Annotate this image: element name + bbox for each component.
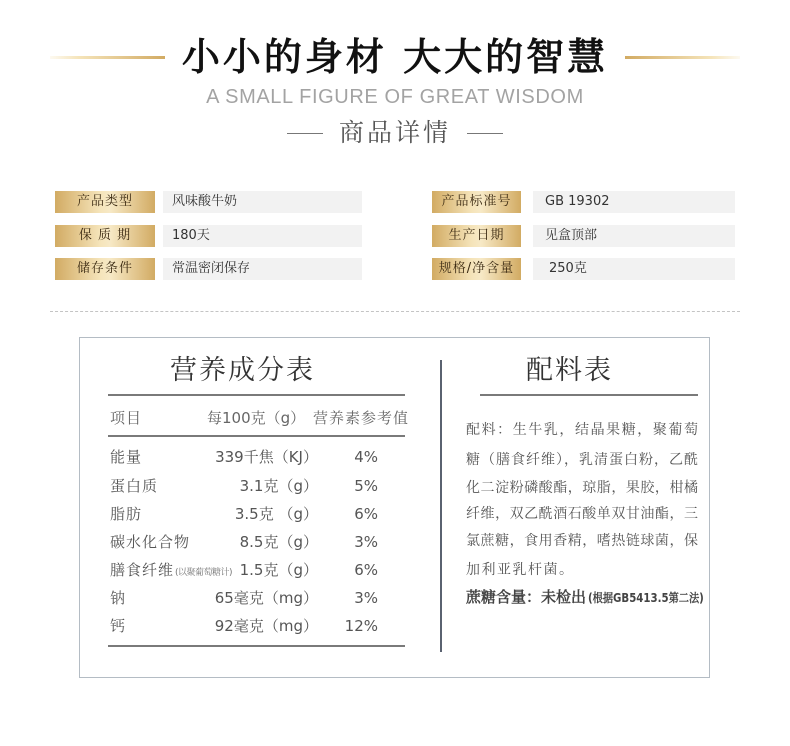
- section-title-line-right: [467, 133, 503, 134]
- row-per100g: 92毫克（mg）: [214, 617, 318, 635]
- row-nrv: 6%: [354, 561, 378, 579]
- ingredients-line: 氯蔗糖，食用香精，嗜热链球菌，保: [466, 533, 698, 549]
- table-row: [108, 556, 410, 584]
- table-row: [108, 528, 410, 556]
- row-nrv: 5%: [354, 477, 378, 495]
- row-item: 膳食纤维: [110, 561, 175, 579]
- row-nrv: 12%: [344, 617, 378, 635]
- ingredients-line: 加利亚乳杆菌。: [466, 562, 575, 578]
- nutrition-header-row: [108, 404, 410, 432]
- ingredients-title-underline: [480, 394, 698, 396]
- row-per100g: 8.5克（g）: [239, 533, 318, 551]
- row-nrv: 3%: [354, 589, 378, 607]
- row-per100g: 339千焦（KJ）: [215, 448, 318, 466]
- spec-value: 180天: [163, 225, 362, 247]
- column-header-per100g: 每100克（g）: [207, 409, 306, 427]
- spec-value: GB 19302: [533, 191, 735, 213]
- spec-shelf-life: [55, 225, 362, 247]
- row-per100g: 65毫克（mg）: [214, 589, 318, 607]
- row-item: 蛋白质: [110, 477, 159, 495]
- spec-label: 产品类型: [55, 191, 155, 213]
- row-nrv: 4%: [354, 448, 378, 466]
- sucrose-statement: [466, 584, 724, 610]
- column-header-item: 项目: [110, 409, 143, 427]
- spec-label: 产品标准号: [432, 191, 521, 213]
- table-row: [108, 612, 410, 640]
- row-item: 脂肪: [110, 505, 143, 523]
- row-item-note: (以聚葡萄糖计): [175, 568, 233, 578]
- spec-value: 常温密闭保存: [163, 258, 362, 280]
- table-row: [108, 584, 410, 612]
- vertical-divider: [440, 360, 442, 652]
- nutrition-bottom-line: [108, 645, 405, 647]
- dashed-divider: [50, 311, 740, 312]
- row-per100g: 3.1克（g）: [239, 477, 318, 495]
- table-row: [108, 500, 410, 528]
- spec-standard-number: [432, 191, 735, 213]
- ingredients-line: 化二淀粉磷酸酯，琼脂，果胶，柑橘: [466, 480, 698, 496]
- spec-storage: [55, 258, 362, 280]
- table-row: [108, 472, 410, 500]
- ingredients-line: 糖（膳食纤维），乳清蛋白粉，乙酰: [466, 452, 698, 468]
- nutrition-title: 营养成分表: [170, 355, 315, 386]
- spec-production-date: [432, 225, 735, 247]
- row-item: 钠: [110, 589, 127, 607]
- spec-value: 250克: [533, 258, 735, 280]
- spec-net-content: [432, 258, 735, 280]
- nutrition-title-underline: [108, 394, 405, 396]
- page-subtitle: A SMALL FIGURE OF GREAT WISDOM: [206, 86, 584, 108]
- spec-value: 风味酸牛奶: [163, 191, 362, 213]
- row-nrv: 6%: [354, 505, 378, 523]
- row-nrv: 3%: [354, 533, 378, 551]
- ingredients-line: 纤维，双乙酰酒石酸单双甘油酯，三: [466, 506, 698, 522]
- ingredients-line: 配料：生牛乳，结晶果糖，聚葡萄: [466, 422, 698, 438]
- row-item: 碳水化合物: [110, 533, 191, 551]
- section-title: 商品详情: [338, 118, 451, 147]
- spec-label: 保 质 期: [55, 225, 155, 247]
- sucrose-note: (根据GB5413.5第二法): [588, 591, 704, 605]
- page-title: 小小的身材 大大的智慧: [181, 35, 609, 79]
- spec-label: 储存条件: [55, 258, 155, 280]
- row-per100g: 1.5克（g）: [239, 561, 318, 579]
- table-row: [108, 443, 410, 471]
- nutrition-header-line: [108, 435, 405, 437]
- sucrose-label: 蔗糖含量：未检出: [466, 588, 587, 606]
- row-item: 钙: [110, 617, 127, 635]
- spec-value: 见盒顶部: [533, 225, 735, 247]
- spec-label: 生产日期: [432, 225, 521, 247]
- row-per100g: 3.5克 （g）: [234, 505, 318, 523]
- row-item: 能量: [110, 448, 143, 466]
- column-header-nrv: 营养素参考值: [313, 409, 410, 427]
- spec-product-type: [55, 191, 362, 213]
- spec-label: 规格/净含量: [432, 258, 521, 280]
- ingredients-title: 配料表: [526, 355, 613, 386]
- row-item-wrap: [110, 556, 232, 587]
